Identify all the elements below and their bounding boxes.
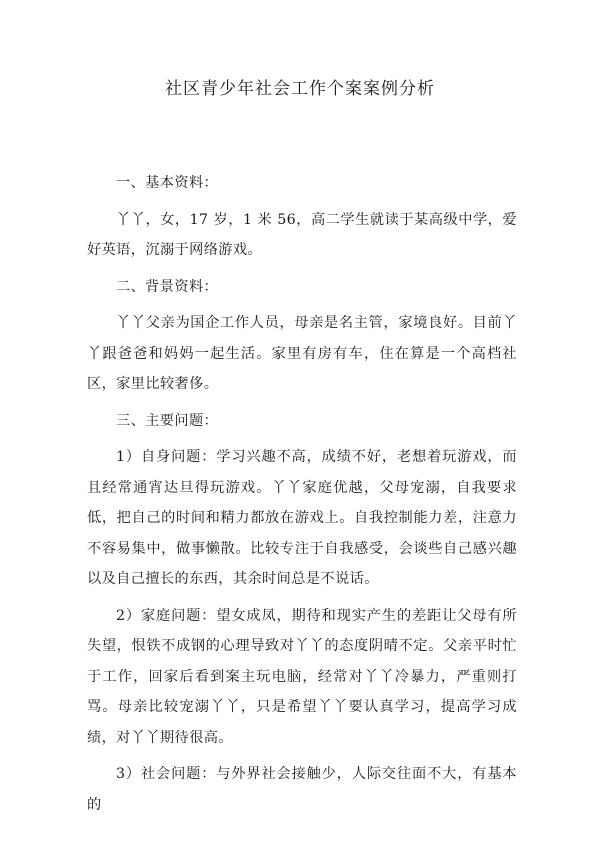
paragraph-family-problem: 2）家庭问题：望女成凤，期待和现实产生的差距让父母有所失望，恨铁不成钢的心理导致对丫丫的态度阴晴不定。父亲平时忙于工作，回家后看到案主玩电脑，经常对丫丫冷暴力，严重则打骂。母亲比较宠溺丫丫，只是希望丫丫要认真学习，提高学习成绩，对丫丫期待很高。: [87, 607, 517, 746]
section-basic-info: [87, 168, 517, 266]
section-background: [87, 272, 517, 400]
paragraph-social-problem: 3）社会问题：与外界社会接触少，人际交往面不大，有基本的: [87, 766, 517, 813]
section-heading-basic-info: 一、基本资料：: [116, 175, 219, 191]
paragraph-basic-info: 丫丫，女，17 岁，1 米 56，高二学生就读于某高级中学，爱好英语，沉溺于网络游戏。: [87, 211, 517, 258]
paragraph-background: 丫丫父亲为国企工作人员，母亲是名主管，家境良好。目前丫丫跟爸爸和妈妈一起生活。家里有房有车，住在算是一个高档社区，家里比较奢侈。: [87, 315, 517, 392]
document-body: [87, 168, 517, 826]
section-heading-background: 二、背景资料：: [116, 278, 219, 295]
paragraph-self-problem: 1）自身问题：学习兴趣不高，成绩不好，老想着玩游戏，而且经常通宵达旦得玩游戏。丫丫家庭优越，父母宠溺，自我要求低，把自己的时间和精力都放在游戏上。自我控制能力差，注意力不容易集中，做事懒散。比较专注于自我感受，会谈些自己感兴趣以及自己擅长的东西，其余时间总是不说话。: [87, 449, 517, 587]
document-title: 社区青少年社会工作个案案例分析: [165, 79, 435, 99]
section-main-problems: [87, 406, 517, 821]
section-heading-main-problems: 三、主要问题：: [116, 412, 219, 429]
